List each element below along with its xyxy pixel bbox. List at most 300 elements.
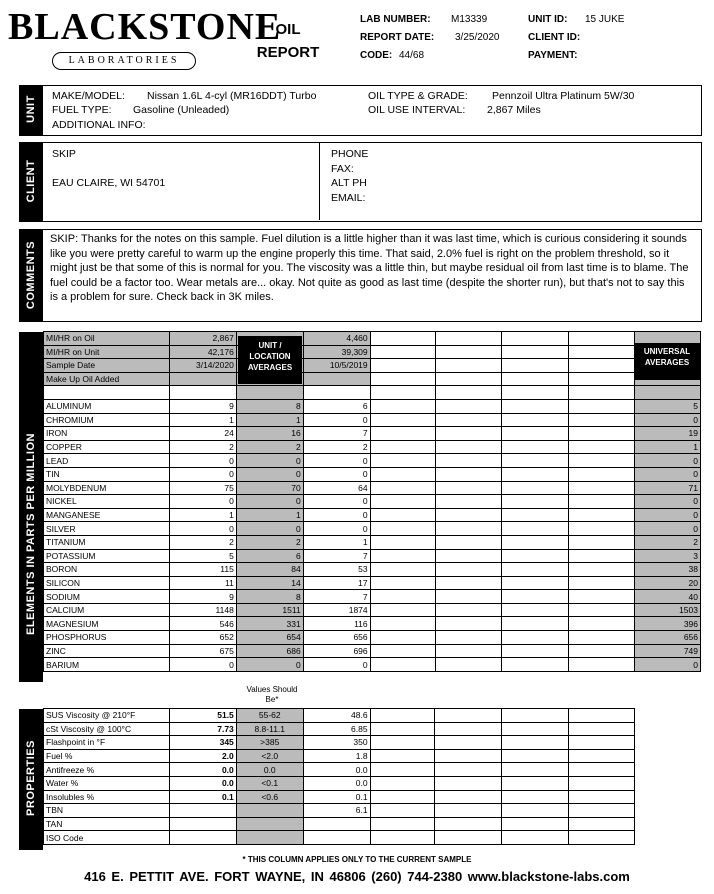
elements-side-label: ELEMENTS IN PARTS PER MILLION xyxy=(25,433,37,635)
element-universal-average: 0 xyxy=(635,522,701,536)
element-current: 675 xyxy=(169,644,236,658)
element-unit-average: 70 xyxy=(236,481,303,495)
element-previous: 7 xyxy=(303,590,370,604)
info-row-current: 2,867 xyxy=(169,332,236,346)
spacer-cell xyxy=(44,386,170,400)
info-row-empty xyxy=(569,345,635,359)
property-empty xyxy=(502,817,569,831)
element-name: SILVER xyxy=(44,522,170,536)
property-name: TBN xyxy=(44,804,170,818)
element-empty xyxy=(370,399,435,413)
element-row xyxy=(44,522,701,536)
phone-label: PHONE xyxy=(331,148,369,160)
element-current: 0 xyxy=(169,658,236,672)
element-unit-average: 2 xyxy=(236,440,303,454)
element-empty xyxy=(569,603,635,617)
element-empty xyxy=(435,413,502,427)
element-empty xyxy=(569,399,635,413)
element-empty xyxy=(370,535,435,549)
property-empty xyxy=(569,831,635,845)
element-previous: 0 xyxy=(303,413,370,427)
element-unit-average: 16 xyxy=(236,427,303,441)
element-name: SODIUM xyxy=(44,590,170,604)
property-empty xyxy=(370,776,435,790)
elements-sidebar xyxy=(19,332,43,682)
element-previous: 6 xyxy=(303,399,370,413)
element-previous: 7 xyxy=(303,427,370,441)
property-empty xyxy=(370,722,435,736)
property-empty xyxy=(370,749,435,763)
property-empty xyxy=(569,790,635,804)
element-empty xyxy=(435,440,502,454)
property-row xyxy=(44,709,635,723)
lab-number-value: M13339 xyxy=(451,14,488,25)
property-empty xyxy=(435,804,502,818)
element-empty xyxy=(569,495,635,509)
element-empty xyxy=(569,631,635,645)
property-empty xyxy=(370,831,435,845)
property-previous: 48.6 xyxy=(303,709,370,723)
element-current: 652 xyxy=(169,631,236,645)
property-should-be xyxy=(236,804,303,818)
element-unit-average: 84 xyxy=(236,563,303,577)
spacer-cell xyxy=(569,386,635,400)
element-current: 546 xyxy=(169,617,236,631)
info-row-empty xyxy=(569,359,635,373)
element-name: POTASSIUM xyxy=(44,549,170,563)
element-current: 0 xyxy=(169,495,236,509)
element-empty xyxy=(435,522,502,536)
property-empty xyxy=(435,817,502,831)
element-name: TIN xyxy=(44,467,170,481)
oil-type-label: OIL TYPE & GRADE: xyxy=(368,90,468,102)
client-side-label: CLIENT xyxy=(25,159,37,203)
element-unit-average: 0 xyxy=(236,522,303,536)
element-universal-average: 5 xyxy=(635,399,701,413)
info-row-empty xyxy=(370,345,435,359)
element-empty xyxy=(502,481,569,495)
element-row xyxy=(44,467,701,481)
info-row-prev: 10/5/2019 xyxy=(303,359,370,373)
property-name: SUS Viscosity @ 210°F xyxy=(44,709,170,723)
element-empty xyxy=(502,495,569,509)
element-previous: 2 xyxy=(303,440,370,454)
element-current: 11 xyxy=(169,576,236,590)
element-empty xyxy=(370,631,435,645)
element-universal-average: 19 xyxy=(635,427,701,441)
info-row xyxy=(44,359,701,373)
element-universal-average: 20 xyxy=(635,576,701,590)
element-empty xyxy=(502,522,569,536)
info-row-empty xyxy=(502,372,569,386)
element-empty xyxy=(370,454,435,468)
element-unit-average: 6 xyxy=(236,549,303,563)
element-universal-average: 38 xyxy=(635,563,701,577)
code-value: 44/68 xyxy=(399,50,425,61)
element-current: 24 xyxy=(169,427,236,441)
property-row xyxy=(44,722,635,736)
element-universal-average: 656 xyxy=(635,631,701,645)
spacer-cell xyxy=(502,386,569,400)
element-current: 0 xyxy=(169,522,236,536)
info-row-label: Make Up Oil Added xyxy=(44,372,170,386)
property-should-be: 55-62 xyxy=(236,709,303,723)
element-universal-average: 0 xyxy=(635,413,701,427)
report-date-label: REPORT DATE: xyxy=(360,32,435,43)
comments-sidebar xyxy=(19,229,43,322)
report-title-line1: OIL xyxy=(275,21,301,38)
property-empty xyxy=(569,804,635,818)
element-unit-average: 0 xyxy=(236,658,303,672)
element-empty xyxy=(569,427,635,441)
element-universal-average: 396 xyxy=(635,617,701,631)
element-name: MOLYBDENUM xyxy=(44,481,170,495)
element-empty xyxy=(569,576,635,590)
element-name: NICKEL xyxy=(44,495,170,509)
property-row xyxy=(44,790,635,804)
element-empty xyxy=(370,413,435,427)
element-empty xyxy=(435,549,502,563)
property-previous: 6.1 xyxy=(303,804,370,818)
property-empty xyxy=(569,722,635,736)
element-unit-average: 331 xyxy=(236,617,303,631)
element-current: 1148 xyxy=(169,603,236,617)
property-empty xyxy=(502,790,569,804)
client-sidebar xyxy=(19,142,43,222)
property-empty xyxy=(435,736,502,750)
element-empty xyxy=(435,427,502,441)
property-empty xyxy=(435,763,502,777)
additional-info-label: ADDITIONAL INFO: xyxy=(52,119,146,131)
info-row-empty xyxy=(370,332,435,346)
element-universal-average: 71 xyxy=(635,481,701,495)
property-empty xyxy=(502,709,569,723)
element-row xyxy=(44,576,701,590)
property-previous: 0.1 xyxy=(303,790,370,804)
element-empty xyxy=(569,590,635,604)
info-row xyxy=(44,332,701,346)
element-unit-average: 1511 xyxy=(236,603,303,617)
element-row xyxy=(44,454,701,468)
client-name: SKIP xyxy=(52,148,76,160)
element-row xyxy=(44,481,701,495)
element-current: 2 xyxy=(169,440,236,454)
element-empty xyxy=(569,549,635,563)
element-empty xyxy=(370,549,435,563)
element-empty xyxy=(435,563,502,577)
element-universal-average: 749 xyxy=(635,644,701,658)
element-empty xyxy=(370,590,435,604)
element-row xyxy=(44,549,701,563)
element-empty xyxy=(569,440,635,454)
element-universal-average: 0 xyxy=(635,454,701,468)
info-row-empty xyxy=(502,359,569,373)
element-universal-average: 2 xyxy=(635,535,701,549)
property-should-be xyxy=(236,831,303,845)
element-empty xyxy=(569,454,635,468)
element-empty xyxy=(502,576,569,590)
element-previous: 0 xyxy=(303,454,370,468)
element-name: BARIUM xyxy=(44,658,170,672)
properties-table xyxy=(43,708,635,845)
element-current: 0 xyxy=(169,454,236,468)
element-empty xyxy=(502,413,569,427)
element-universal-average: 0 xyxy=(635,658,701,672)
spacer-cell xyxy=(236,386,303,400)
property-empty xyxy=(569,736,635,750)
property-empty xyxy=(435,776,502,790)
property-name: Antifreeze % xyxy=(44,763,170,777)
element-empty xyxy=(435,495,502,509)
element-previous: 0 xyxy=(303,495,370,509)
property-name: Fuel % xyxy=(44,749,170,763)
info-row-empty xyxy=(435,372,502,386)
element-empty xyxy=(370,440,435,454)
property-empty xyxy=(502,749,569,763)
element-unit-average: 0 xyxy=(236,495,303,509)
element-empty xyxy=(502,658,569,672)
element-previous: 0 xyxy=(303,522,370,536)
property-should-be: <0.1 xyxy=(236,776,303,790)
element-name: SILICON xyxy=(44,576,170,590)
property-empty xyxy=(569,709,635,723)
property-previous xyxy=(303,817,370,831)
element-empty xyxy=(502,563,569,577)
element-previous: 0 xyxy=(303,508,370,522)
element-empty xyxy=(569,617,635,631)
property-row xyxy=(44,749,635,763)
element-universal-average: 1 xyxy=(635,440,701,454)
property-empty xyxy=(502,804,569,818)
client-divider xyxy=(319,142,320,220)
client-id-label: CLIENT ID: xyxy=(528,32,581,43)
info-row-empty xyxy=(502,345,569,359)
property-empty xyxy=(502,736,569,750)
info-row-empty xyxy=(435,359,502,373)
info-row-label: Sample Date xyxy=(44,359,170,373)
element-current: 115 xyxy=(169,563,236,577)
element-unit-average: 686 xyxy=(236,644,303,658)
element-empty xyxy=(370,658,435,672)
info-row-label: MI/HR on Unit xyxy=(44,345,170,359)
element-empty xyxy=(435,658,502,672)
property-row xyxy=(44,763,635,777)
element-previous: 116 xyxy=(303,617,370,631)
properties-sidebar xyxy=(19,709,43,850)
info-row-prev xyxy=(303,372,370,386)
element-name: LEAD xyxy=(44,454,170,468)
element-name: COPPER xyxy=(44,440,170,454)
element-previous: 696 xyxy=(303,644,370,658)
spacer-row xyxy=(44,386,701,400)
element-empty xyxy=(569,658,635,672)
element-empty xyxy=(370,603,435,617)
element-universal-average: 1503 xyxy=(635,603,701,617)
element-empty xyxy=(502,631,569,645)
element-name: IRON xyxy=(44,427,170,441)
element-current: 1 xyxy=(169,508,236,522)
element-row xyxy=(44,535,701,549)
spacer-cell xyxy=(169,386,236,400)
comments-side-label: COMMENTS xyxy=(25,240,37,310)
element-empty xyxy=(370,508,435,522)
properties-side-label: PROPERTIES xyxy=(25,740,37,816)
unit-side-label: UNIT xyxy=(25,95,37,123)
property-empty xyxy=(435,831,502,845)
oil-interval-value: 2,867 Miles xyxy=(487,104,541,116)
element-name: MAGNESIUM xyxy=(44,617,170,631)
element-previous: 64 xyxy=(303,481,370,495)
element-empty xyxy=(569,535,635,549)
elements-table xyxy=(43,331,701,672)
info-row-label: MI/HR on Oil xyxy=(44,332,170,346)
element-universal-average: 0 xyxy=(635,467,701,481)
code-label: CODE: xyxy=(360,50,393,61)
element-empty xyxy=(569,467,635,481)
payment-label: PAYMENT: xyxy=(528,50,578,61)
property-current xyxy=(169,831,236,845)
property-empty xyxy=(370,817,435,831)
element-empty xyxy=(502,590,569,604)
element-empty xyxy=(435,399,502,413)
unit-averages-header: UNIT / LOCATION AVERAGES xyxy=(238,336,302,384)
element-empty xyxy=(502,454,569,468)
element-name: MANGANESE xyxy=(44,508,170,522)
element-empty xyxy=(502,508,569,522)
property-should-be: <2.0 xyxy=(236,749,303,763)
alt-phone-label: ALT PH xyxy=(331,177,367,189)
property-previous: 0.0 xyxy=(303,763,370,777)
element-empty xyxy=(502,549,569,563)
element-empty xyxy=(502,440,569,454)
fuel-type-value: Gasoline (Unleaded) xyxy=(133,104,230,116)
report-date-value: 3/25/2020 xyxy=(455,32,500,43)
element-empty xyxy=(435,576,502,590)
unit-sidebar xyxy=(19,85,43,136)
element-row xyxy=(44,631,701,645)
property-name: Water % xyxy=(44,776,170,790)
lab-number-label: LAB NUMBER: xyxy=(360,14,431,25)
spacer-cell xyxy=(435,386,502,400)
info-row-empty xyxy=(370,372,435,386)
element-name: CHROMIUM xyxy=(44,413,170,427)
element-row xyxy=(44,617,701,631)
element-unit-average: 1 xyxy=(236,508,303,522)
property-empty xyxy=(502,831,569,845)
element-row xyxy=(44,440,701,454)
element-current: 2 xyxy=(169,535,236,549)
spacer-cell xyxy=(635,386,701,400)
element-empty xyxy=(502,535,569,549)
comments-text: SKIP: Thanks for the notes on this sample. Fuel dilution is a little higher than it was last time, which is curious considering it sounds like you were pretty careful to warm up the engine properly this time. That said, 2.0% fuel is right on the problem threshold, so it might just be that some of this is normal for you. The viscosity was a little thin, but maybe residual oil from last time is to blame. The fuel could be a factor too. Wear metals are... okay. Not quite as good as last time (despite the shorter run), but that's not to say this is a problem for sure. Check back in 3K miles. xyxy=(50,233,689,304)
element-empty xyxy=(502,399,569,413)
info-row-empty xyxy=(502,332,569,346)
info-row-empty xyxy=(435,332,502,346)
info-row xyxy=(44,372,701,386)
element-current: 0 xyxy=(169,467,236,481)
element-row xyxy=(44,603,701,617)
property-current: 345 xyxy=(169,736,236,750)
element-universal-average: 0 xyxy=(635,495,701,509)
company-logo-subtitle: LABORATORIES xyxy=(52,52,196,70)
company-logo: BLACKSTONE xyxy=(8,6,282,48)
element-empty xyxy=(435,508,502,522)
element-row xyxy=(44,563,701,577)
element-previous: 0 xyxy=(303,658,370,672)
property-row xyxy=(44,736,635,750)
element-unit-average: 2 xyxy=(236,535,303,549)
element-empty xyxy=(370,427,435,441)
property-current: 7.73 xyxy=(169,722,236,736)
element-previous: 1 xyxy=(303,535,370,549)
element-empty xyxy=(435,644,502,658)
email-label: EMAIL: xyxy=(331,192,366,204)
element-row xyxy=(44,590,701,604)
property-name: ISO Code xyxy=(44,831,170,845)
property-empty xyxy=(502,722,569,736)
element-current: 9 xyxy=(169,590,236,604)
info-row-current xyxy=(169,372,236,386)
element-empty xyxy=(502,617,569,631)
element-empty xyxy=(370,563,435,577)
property-empty xyxy=(370,736,435,750)
element-empty xyxy=(569,644,635,658)
property-empty xyxy=(435,722,502,736)
oil-type-value: Pennzoil Ultra Platinum 5W/30 xyxy=(492,90,635,102)
property-current: 0.0 xyxy=(169,763,236,777)
info-row-current: 3/14/2020 xyxy=(169,359,236,373)
element-unit-average: 14 xyxy=(236,576,303,590)
info-row-empty xyxy=(569,372,635,386)
property-current: 0.1 xyxy=(169,790,236,804)
property-name: TAN xyxy=(44,817,170,831)
element-unit-average: 654 xyxy=(236,631,303,645)
property-row xyxy=(44,831,635,845)
element-empty xyxy=(435,631,502,645)
element-empty xyxy=(569,481,635,495)
info-row-current: 42,176 xyxy=(169,345,236,359)
element-previous: 656 xyxy=(303,631,370,645)
element-current: 1 xyxy=(169,413,236,427)
element-empty xyxy=(370,495,435,509)
element-unit-average: 8 xyxy=(236,590,303,604)
property-empty xyxy=(502,763,569,777)
property-empty xyxy=(569,776,635,790)
element-previous: 0 xyxy=(303,467,370,481)
property-previous: 350 xyxy=(303,736,370,750)
property-name: Insolubles % xyxy=(44,790,170,804)
make-model-label: MAKE/MODEL: xyxy=(52,90,125,102)
element-row xyxy=(44,427,701,441)
property-should-be: 8.8-11.1 xyxy=(236,722,303,736)
element-empty xyxy=(569,563,635,577)
fuel-type-label: FUEL TYPE: xyxy=(52,104,112,116)
element-empty xyxy=(502,603,569,617)
property-empty xyxy=(569,749,635,763)
element-row xyxy=(44,658,701,672)
element-empty xyxy=(370,576,435,590)
element-universal-average: 40 xyxy=(635,590,701,604)
property-current: 0.0 xyxy=(169,776,236,790)
element-empty xyxy=(569,508,635,522)
property-previous: 0.0 xyxy=(303,776,370,790)
element-empty xyxy=(435,590,502,604)
property-row xyxy=(44,804,635,818)
universal-averages-header: UNIVERSAL AVERAGES xyxy=(634,343,700,380)
element-row xyxy=(44,495,701,509)
element-name: CALCIUM xyxy=(44,603,170,617)
report-title-line2: REPORT xyxy=(256,44,320,61)
